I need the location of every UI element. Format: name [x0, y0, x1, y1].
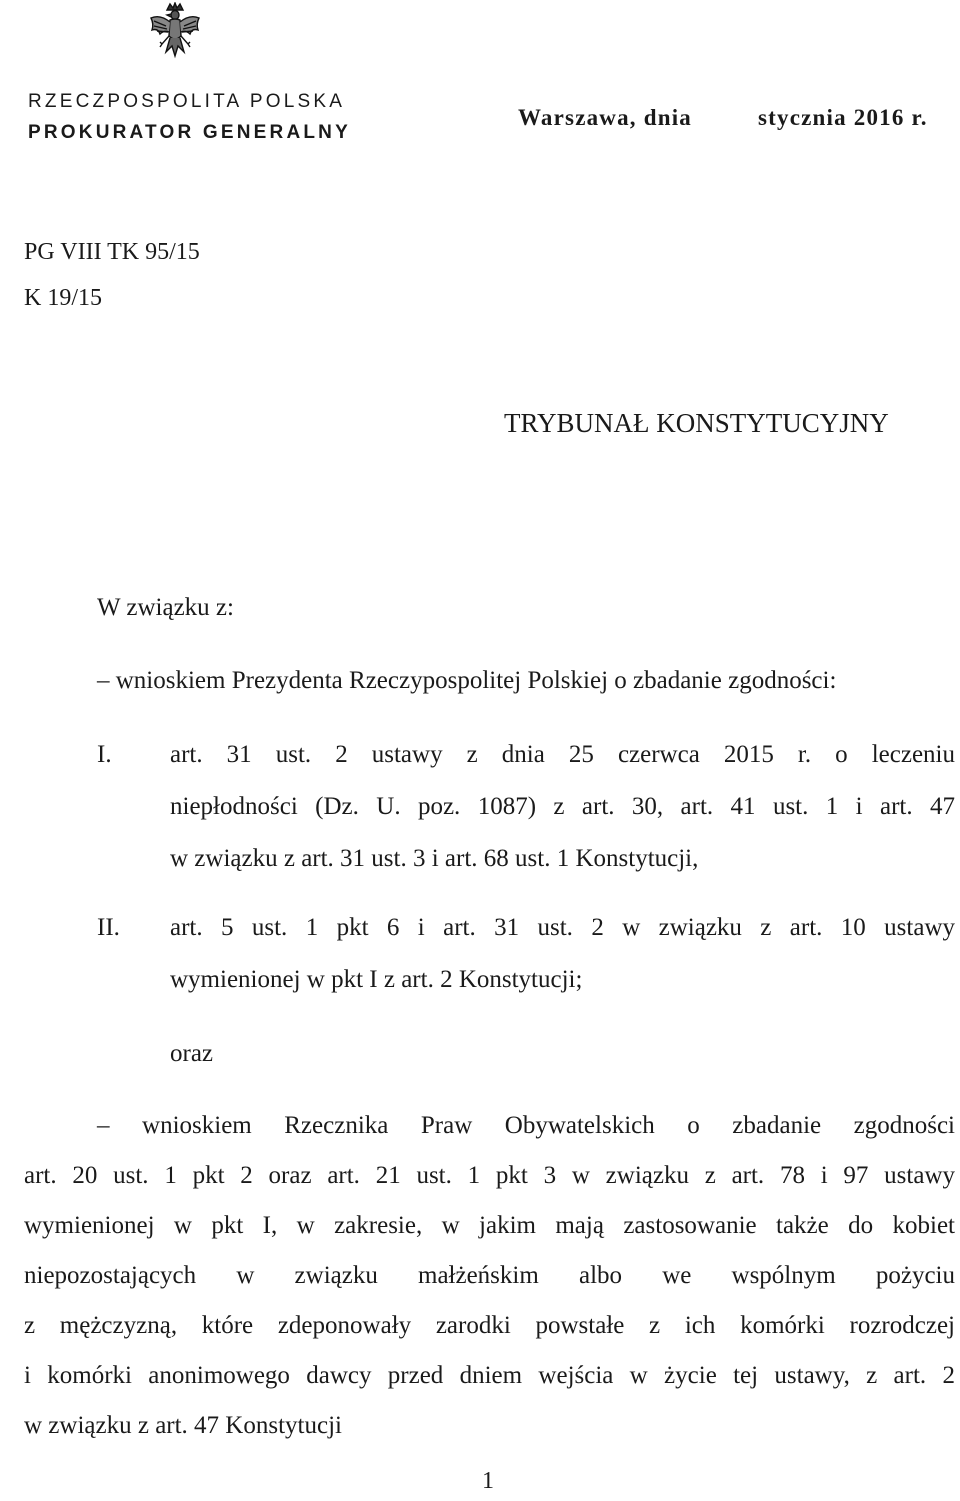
- motion-item-2-line-3: wymienionej w pkt I, w zakresie, w jakim mają zastosowanie także do kobiet: [24, 1212, 955, 1239]
- point-2-line-1: art. 5 ust. 1 pkt 6 i art. 31 ust. 2 w związku z art. 10 ustawy: [170, 914, 955, 941]
- case-ref-1: PG VIII TK 95/15: [24, 239, 200, 265]
- point-1-label: I.: [97, 741, 112, 768]
- point-1-line-1: art. 31 ust. 2 ustawy z dnia 25 czerwca 2015 r. o leczeniu: [170, 741, 955, 768]
- motion-item-2-line-4: niepozostających w związku małżeńskim albo we wspólnym pożyciu: [24, 1262, 955, 1289]
- polish-eagle-emblem-icon: [148, 2, 202, 60]
- point-1-line-2: niepłodności (Dz. U. poz. 1087) z art. 30, art. 41 ust. 1 i art. 47: [170, 793, 955, 820]
- point-1-line-3: w związku z art. 31 ust. 3 i art. 68 ust. 1 Konstytucji,: [170, 845, 699, 872]
- motion-item-2-line-7: w związku z art. 47 Konstytucji: [24, 1412, 342, 1439]
- page-number: 1: [482, 1468, 494, 1494]
- place-date-prefix: Warszawa, dnia: [518, 105, 692, 130]
- case-ref-2: K 19/15: [24, 285, 102, 311]
- motion-item-2-line-6: i komórki anonimowego dawcy przed dniem wejścia w życie tej ustawy, z art. 2: [24, 1362, 955, 1389]
- point-2-label: II.: [97, 914, 120, 941]
- addressee: TRYBUNAŁ KONSTYTUCYJNY: [504, 408, 889, 438]
- institution-name: PROKURATOR GENERALNY: [28, 122, 351, 143]
- intro-text: W związku z:: [97, 594, 234, 621]
- oraz-text: oraz: [170, 1040, 214, 1067]
- republic-name: RZECZPOSPOLITA POLSKA: [28, 91, 346, 112]
- motion-item-2-line-2: art. 20 ust. 1 pkt 2 oraz art. 21 ust. 1 pkt 3 w związku z art. 78 i 97 ustawy: [24, 1162, 955, 1189]
- motion-item-2-line-5: z mężczyzną, które zdeponowały zarodki powstałe z ich komórki rozrodczej: [24, 1312, 955, 1339]
- point-2-line-2: wymienionej w pkt I z art. 2 Konstytucji;: [170, 966, 583, 993]
- place-date-suffix: stycznia 2016 r.: [758, 105, 928, 130]
- motion-item-1: – wnioskiem Prezydenta Rzeczypospolitej Polskiej o zbadanie zgodności:: [97, 667, 837, 694]
- motion-item-2-line-1: – wnioskiem Rzecznika Praw Obywatelskich o zbadanie zgodności: [97, 1112, 955, 1139]
